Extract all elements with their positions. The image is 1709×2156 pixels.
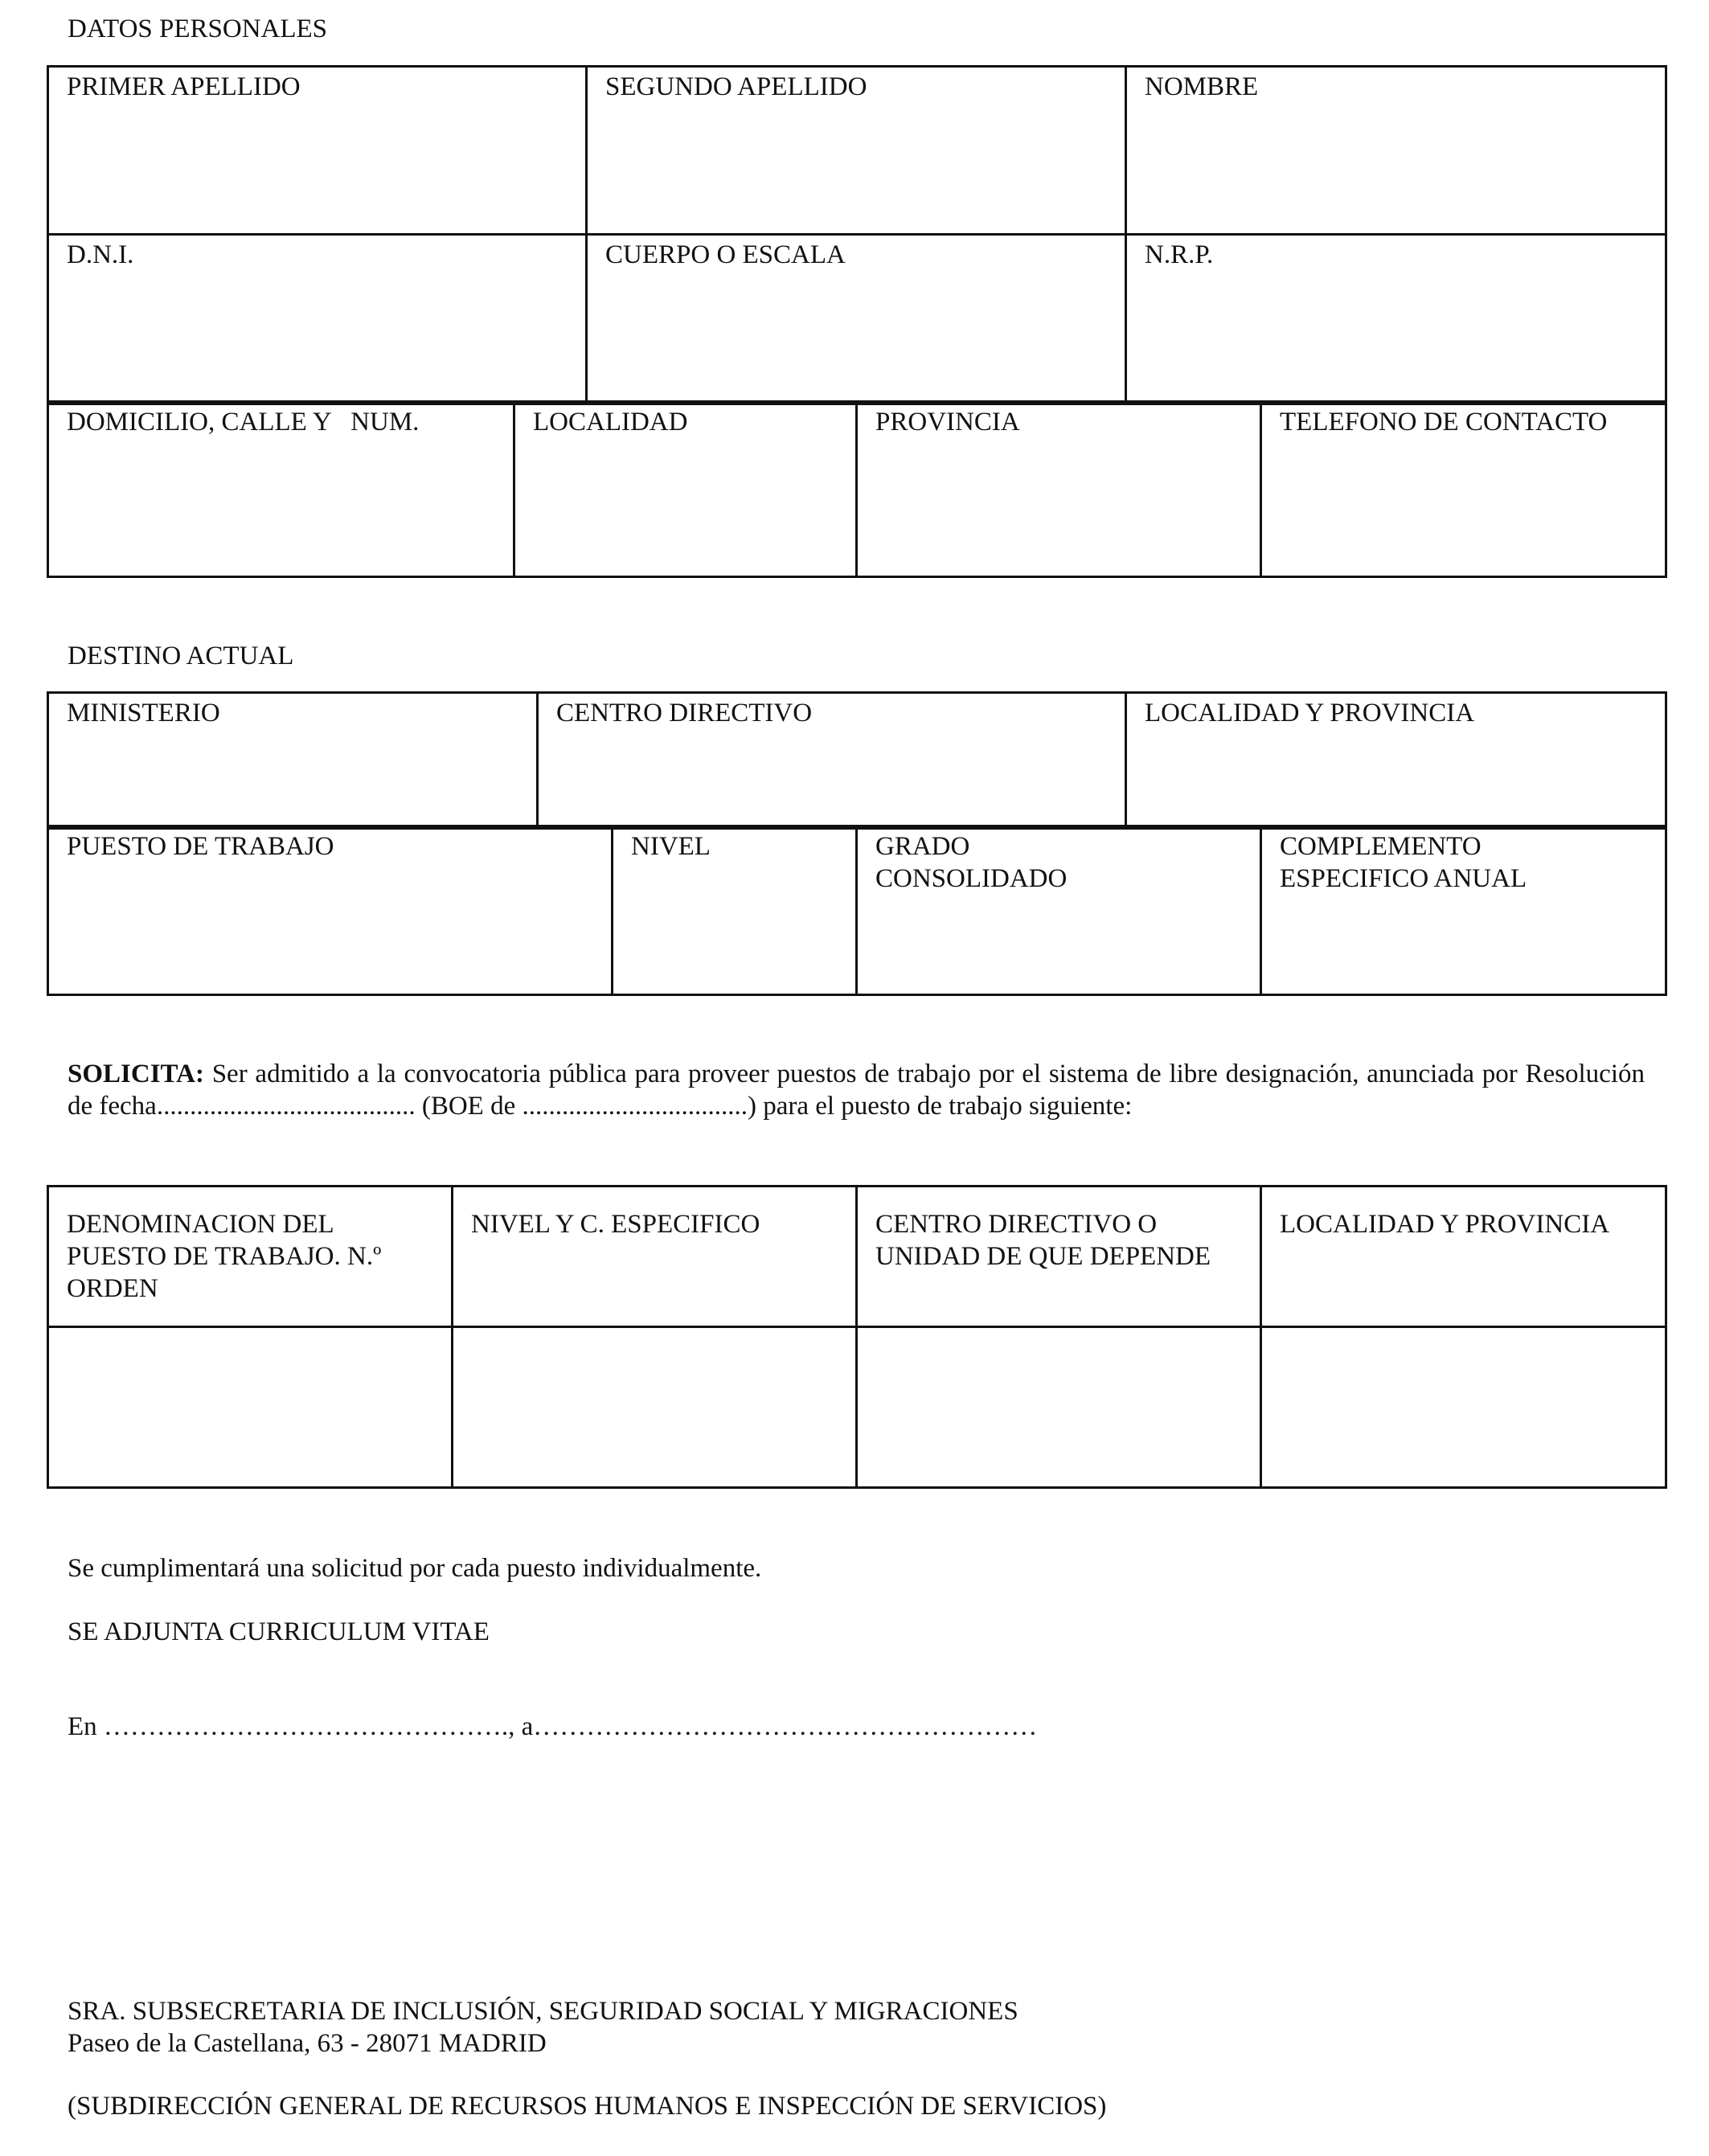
column-header: CENTRO DIRECTIVO O UNIDAD DE QUE DEPENDE	[875, 1210, 1211, 1271]
field-domicilio[interactable]	[48, 402, 514, 577]
field-puesto-trabajo[interactable]	[48, 826, 613, 995]
field-telefono[interactable]	[1261, 402, 1666, 577]
field-label: MINISTERIO	[67, 699, 220, 728]
header-localidad-provincia	[1261, 1187, 1666, 1327]
addressee: SRA. SUBSECRETARIA DE INCLUSIÓN, SEGURIDAD SOCIAL Y MIGRACIONES	[68, 1997, 1018, 2026]
field-label: D.N.I.	[67, 240, 134, 269]
field-label: NIVEL	[631, 832, 711, 861]
field-label: CUERPO O ESCALA	[605, 240, 846, 269]
puesto-solicitado-table	[47, 1185, 1667, 1489]
note-individual: Se cumplimentará una solicitud por cada puesto individualmente.	[68, 1554, 762, 1583]
header-centro-directivo-unidad	[857, 1187, 1261, 1327]
field-label: SEGUNDO APELLIDO	[605, 72, 867, 101]
field-label: TELEFONO DE CONTACTO	[1280, 408, 1608, 437]
field-grado-consolidado[interactable]	[857, 826, 1261, 995]
field-localidad[interactable]	[514, 402, 857, 577]
header-denominacion-puesto	[48, 1187, 453, 1327]
field-ministerio[interactable]	[48, 693, 538, 829]
field-nivel[interactable]	[613, 826, 857, 995]
input-centro-directivo-unidad[interactable]	[857, 1327, 1261, 1488]
field-localidad-provincia[interactable]	[1126, 693, 1666, 829]
solicita-paragraph	[68, 1058, 1645, 1122]
field-label: PROVINCIA	[875, 408, 1020, 437]
input-nivel-especifico[interactable]	[453, 1327, 857, 1488]
field-primer-apellido[interactable]	[48, 67, 587, 235]
field-cuerpo-escala[interactable]	[587, 235, 1126, 404]
datos-personales-table-address	[47, 400, 1667, 578]
destino-actual-table-bottom	[47, 825, 1667, 996]
input-localidad-provincia[interactable]	[1261, 1327, 1666, 1488]
field-centro-directivo[interactable]	[538, 693, 1126, 829]
destino-actual-table-top	[47, 691, 1667, 830]
field-nrp[interactable]	[1126, 235, 1666, 404]
solicita-label: SOLICITA:	[68, 1060, 204, 1088]
place-date-line[interactable]: En ………………………………………., a…………………………………………………	[68, 1712, 1038, 1741]
field-segundo-apellido[interactable]	[587, 67, 1126, 235]
field-dni[interactable]	[48, 235, 587, 404]
note-curriculum: SE ADJUNTA CURRICULUM VITAE	[68, 1617, 490, 1646]
solicita-text: Ser admitido a la convocatoria pública para proveer puestos de trabajo por el sistema de libre designación, anunciada por Resolución de fecha....................................... (BOE de ..................................) para el puesto de trabajo siguiente:	[68, 1060, 1645, 1121]
field-provincia[interactable]	[857, 402, 1261, 577]
field-label: PUESTO DE TRABAJO	[67, 832, 334, 861]
field-label: DOMICILIO, CALLE Y NUM.	[67, 408, 420, 437]
input-denominacion-puesto[interactable]	[48, 1327, 453, 1488]
field-label: PRIMER APELLIDO	[67, 72, 301, 101]
field-label: LOCALIDAD	[533, 408, 688, 437]
field-nombre[interactable]	[1126, 67, 1666, 235]
field-label: LOCALIDAD Y PROVINCIA	[1145, 699, 1475, 728]
header-nivel-especifico	[453, 1187, 857, 1327]
section-heading-datos-personales: DATOS PERSONALES	[68, 14, 328, 43]
field-label: N.R.P.	[1145, 240, 1214, 269]
column-header: LOCALIDAD Y PROVINCIA	[1280, 1210, 1610, 1239]
column-header: NIVEL Y C. ESPECIFICO	[471, 1210, 760, 1239]
field-label: CENTRO DIRECTIVO	[556, 699, 813, 728]
field-complemento-especifico[interactable]	[1261, 826, 1666, 995]
subdireccion: (SUBDIRECCIÓN GENERAL DE RECURSOS HUMANOS E INSPECCIÓN DE SERVICIOS)	[68, 2092, 1107, 2121]
field-label: NOMBRE	[1145, 72, 1259, 101]
section-heading-destino-actual: DESTINO ACTUAL	[68, 641, 294, 670]
field-label: COMPLEMENTO ESPECIFICO ANUAL	[1280, 832, 1527, 893]
column-header: DENOMINACION DEL PUESTO DE TRABAJO. N.º ORDEN	[67, 1210, 382, 1303]
address: Paseo de la Castellana, 63 - 28071 MADRID	[68, 2029, 547, 2058]
datos-personales-table-top	[47, 65, 1667, 405]
field-label: GRADO CONSOLIDADO	[875, 832, 1068, 893]
